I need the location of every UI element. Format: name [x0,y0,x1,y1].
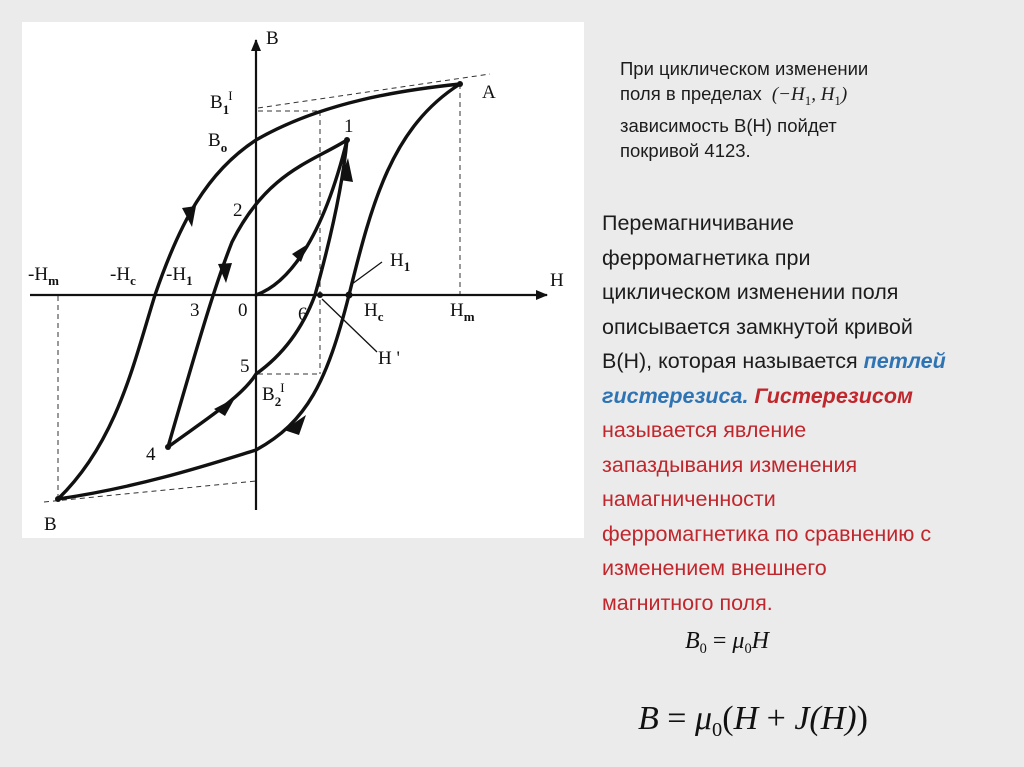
definition-line-12: магнитного поля. [602,590,773,615]
intro-line-1: При циклическом изменении [620,58,869,79]
intro-line-4: покривой 4123. [620,139,751,161]
hysteresis-curves [58,84,460,499]
definition-line-1: Перемагничивание [602,211,794,235]
label-point-b: B [44,514,57,535]
definition-line-5: В(Н), которая называется петлей [602,349,946,373]
label-3: 3 [190,300,200,321]
definition-line-6 [602,379,1017,414]
definition-paragraph [602,206,1017,620]
label-b0: $B_o$ [208,130,228,155]
label-4: 4 [146,444,156,465]
definition-line-7: называется явление [602,418,807,442]
intro-line-3: зависимость В(Н) пойдет [620,114,837,136]
point-hc [346,292,353,299]
axis-label-h: H [550,270,564,291]
intro-paragraph [620,56,960,163]
definition-line-2: ферромагнетика при [602,245,811,270]
guide-upper-tangent [258,74,490,108]
intro-line-2 [620,81,960,113]
label-1: 1 [344,116,354,137]
definition-line-3: циклическом изменении поля [602,280,899,304]
label-h-prime: H ' [378,348,400,369]
term-loop-2: гистерезиса. [602,383,749,408]
formula-b0: $B_0 = \mu_0H$ [685,628,770,658]
term-loop-1: петлей [863,349,946,373]
hysteresis-figure [22,22,584,538]
label-minus-hm: $-H_m$ [28,264,59,288]
definition-line-11: изменением внешнего [602,556,827,580]
label-minus-hc: $-H_c$ [110,264,136,288]
definition-line-10: ферромагнетика по сравнению с [602,521,932,546]
label-hm: $H_m$ [450,300,475,324]
label-h1: $H_1$ [390,250,411,274]
label-b1: $B_1I$ [210,88,233,117]
label-5: 5 [240,356,250,377]
label-origin: 0 [238,300,248,321]
point-6 [317,292,323,298]
term-hysteresis: Гистерезисом [754,383,913,408]
label-b2: $B_2I$ [262,380,285,409]
point-4 [165,444,171,450]
formula-b: $B = \mu_0(H + J(H))$ [638,700,868,742]
interval-formula: ($-H_1$, $H_1$) [771,84,848,108]
point-1 [344,137,350,143]
definition-line-9: намагниченности [602,487,776,511]
intro-line-2-text: поля в пределах [620,83,762,104]
definition-line-8: запаздывания изменения [602,452,858,477]
label-6: 6 [298,304,308,325]
guide-lower-tangent [44,481,256,502]
label-hc: $H_c$ [364,300,384,324]
label-point-a: A [482,82,496,103]
figure-labels [28,28,564,535]
label-minus-h1: $-H_1$ [166,264,193,288]
hysteresis-diagram [22,22,584,538]
axis-label-b: B [266,28,279,49]
point-a [457,81,463,87]
label-2: 2 [233,200,243,221]
arrow-up-mid [292,244,308,262]
point-b [55,496,61,502]
major-loop-ascending [58,84,460,499]
definition-line-4: описывается замкнутой кривой [602,314,913,339]
